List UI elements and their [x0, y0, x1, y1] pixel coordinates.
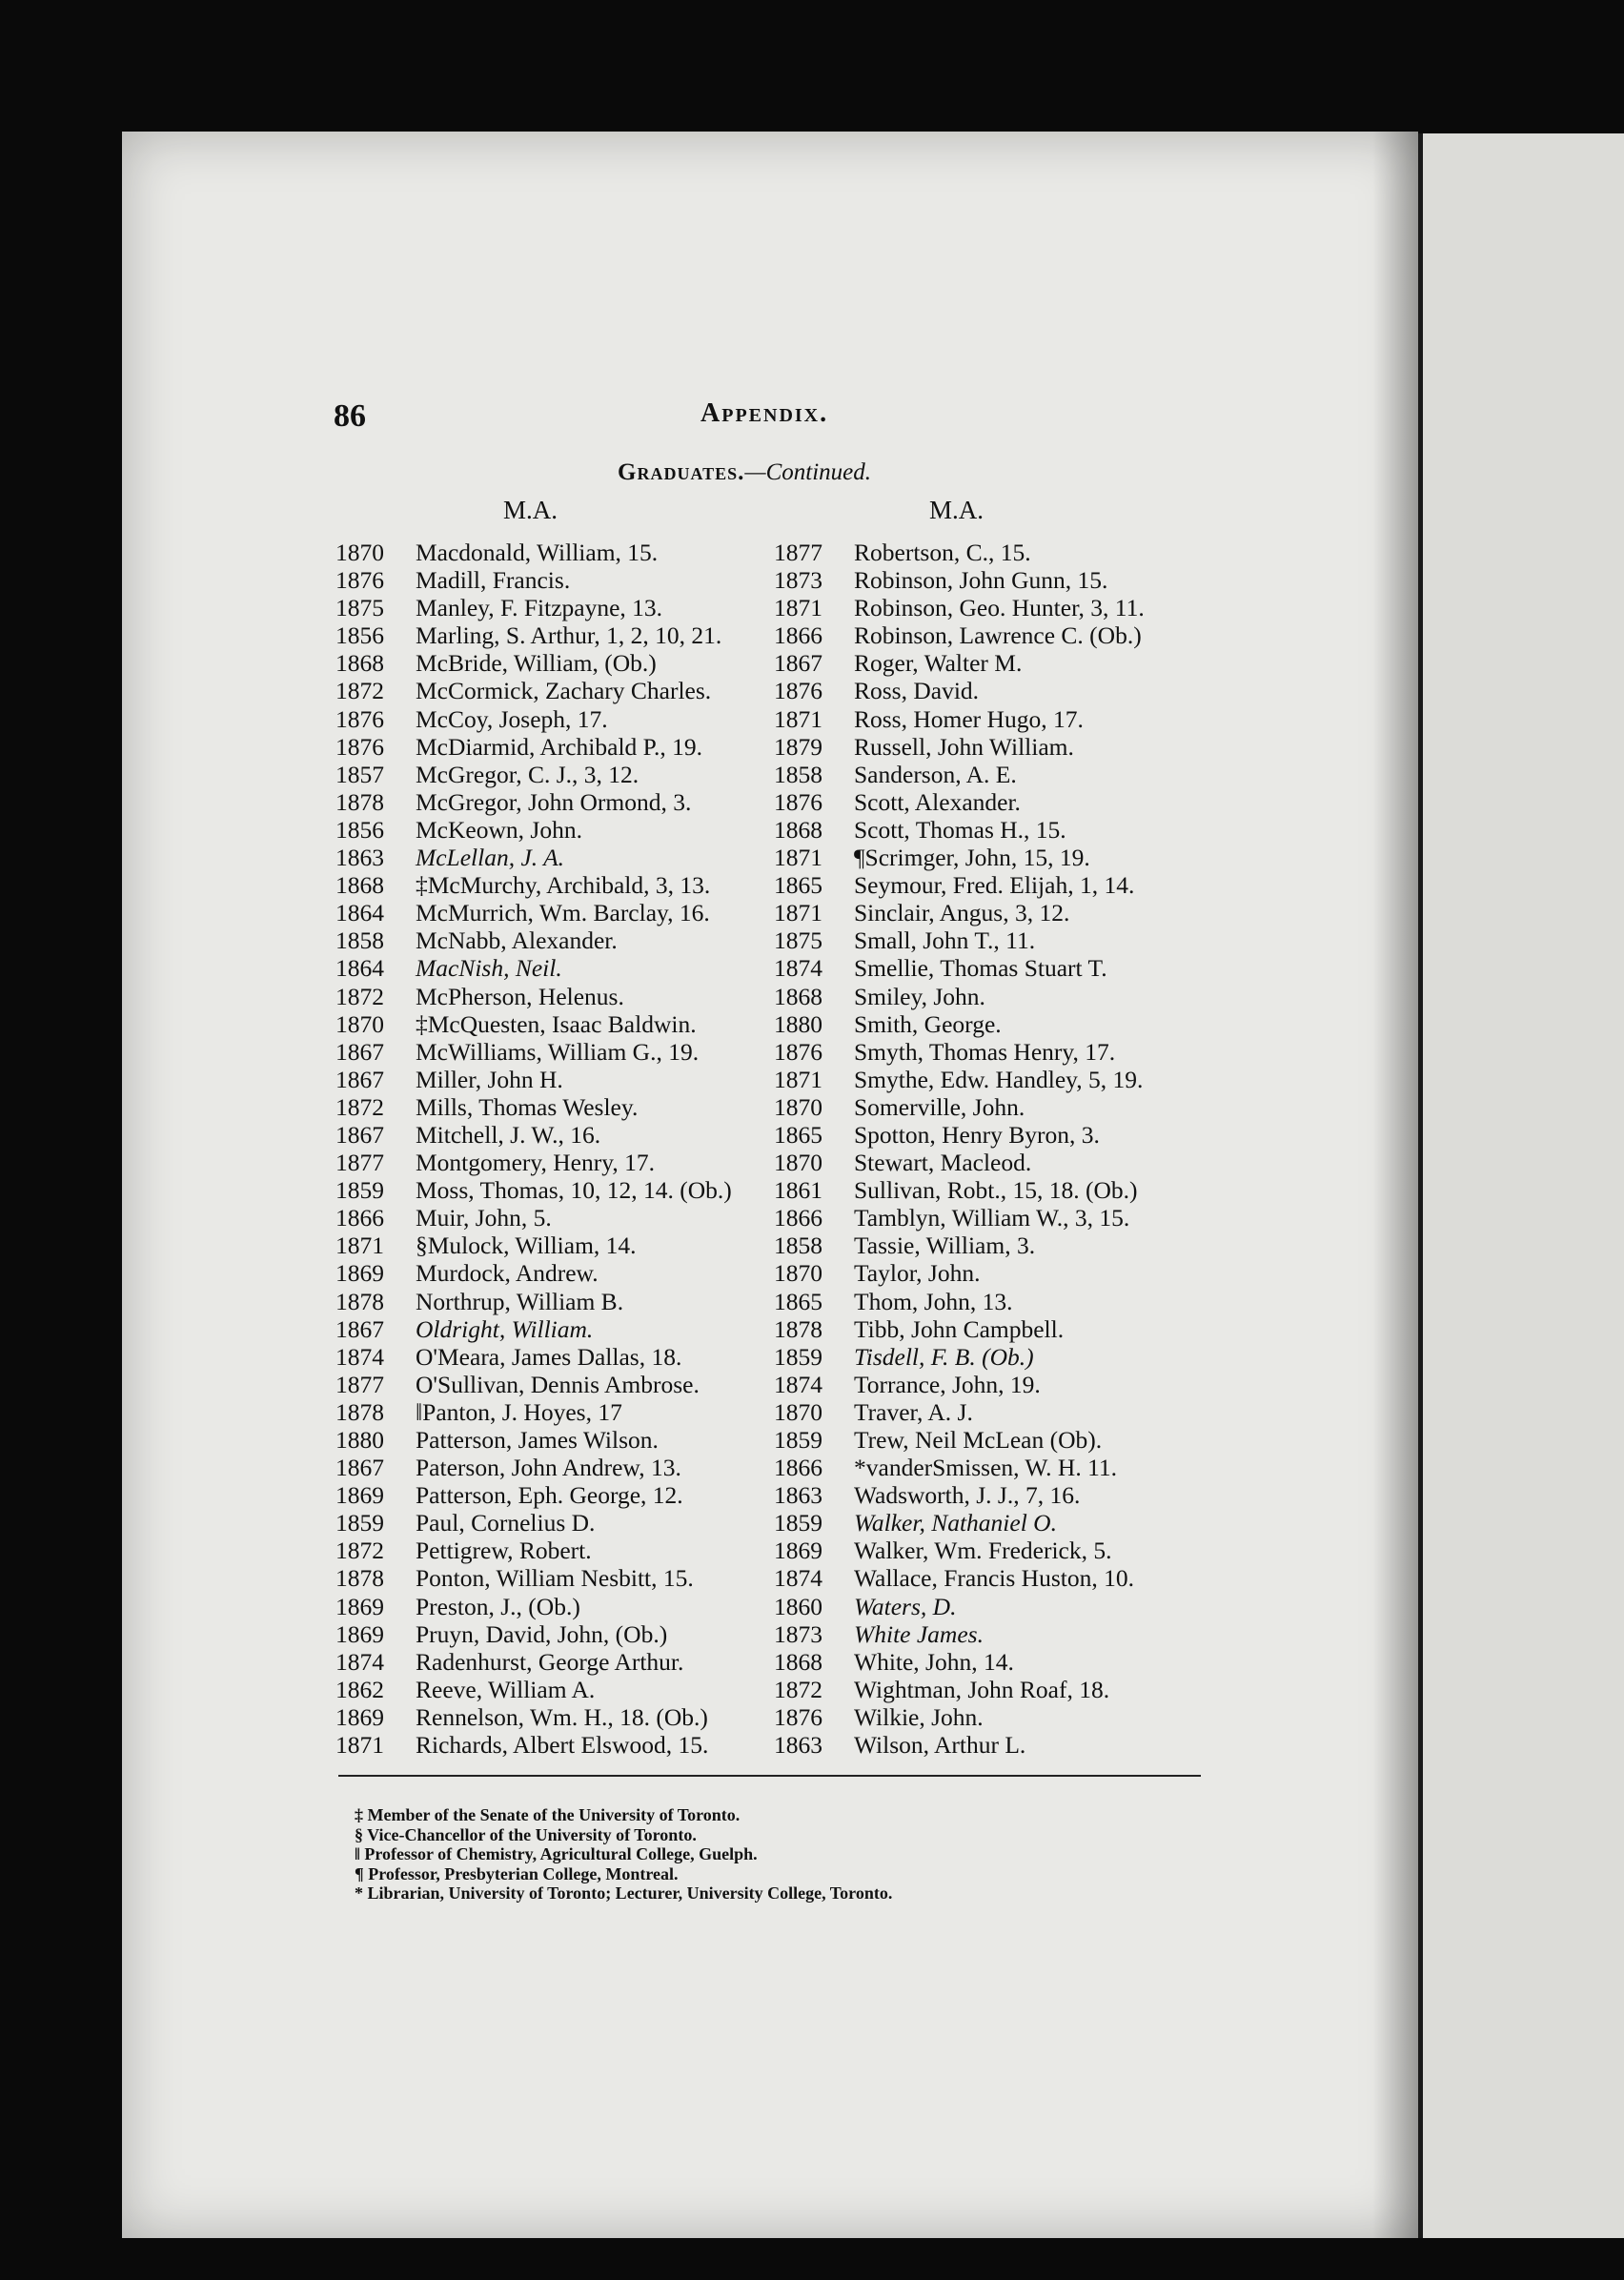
graduate-year: 1866 — [774, 1204, 822, 1232]
graduate-year: 1877 — [774, 539, 822, 566]
graduate-name: Oldright, William. — [416, 1314, 594, 1343]
graduate-entry — [335, 1066, 774, 1093]
graduate-entry — [335, 1232, 774, 1259]
graduate-name: Ross, Homer Hugo, 17. — [854, 704, 1084, 733]
graduate-name: Manley, F. Fitzpayne, 13. — [416, 594, 663, 622]
graduate-year: 1877 — [335, 1370, 384, 1398]
graduate-name: Tisdell, F. B. (Ob.) — [854, 1342, 1034, 1371]
graduate-name: McBride, William, (Ob.) — [416, 649, 657, 678]
graduate-year: 1878 — [335, 1287, 384, 1315]
right-column-heading: M.A. — [929, 496, 985, 524]
graduate-name: Smythe, Edw. Handley, 5, 19. — [854, 1065, 1144, 1093]
graduate-name: Scott, Alexander. — [854, 787, 1021, 816]
graduate-year: 1856 — [335, 621, 384, 650]
graduate-entry — [774, 1454, 1222, 1481]
graduate-year: 1874 — [335, 1647, 384, 1676]
graduate-year: 1856 — [335, 815, 384, 844]
graduate-entry — [774, 1620, 1222, 1648]
graduate-entry — [335, 1121, 774, 1149]
graduate-name: Taylor, John. — [854, 1259, 981, 1288]
graduate-entry — [774, 594, 1222, 621]
graduate-name: Marling, S. Arthur, 1, 2, 10, 21. — [416, 621, 722, 650]
graduate-entry — [774, 1093, 1222, 1121]
graduate-year: 1858 — [335, 926, 384, 955]
graduate-entry — [335, 1204, 774, 1232]
running-head: Appendix. — [700, 398, 829, 428]
graduate-entry — [335, 1564, 774, 1592]
graduate-name: Macdonald, William, 15. — [416, 539, 659, 566]
graduate-entry — [774, 566, 1222, 594]
graduate-entry — [335, 566, 774, 594]
graduate-name: MacNish, Neil. — [416, 954, 562, 983]
graduate-entry — [335, 1343, 774, 1371]
graduate-year: 1878 — [774, 1314, 822, 1343]
graduate-name: ¶Scrimger, John, 15, 19. — [854, 844, 1090, 872]
graduate-year: 1875 — [335, 594, 384, 622]
graduate-name: Radenhurst, George Arthur. — [416, 1647, 684, 1676]
graduate-entry — [335, 705, 774, 733]
graduate-entry — [335, 926, 774, 954]
graduate-name: Smyth, Thomas Henry, 17. — [854, 1037, 1116, 1066]
graduate-year: 1876 — [335, 566, 384, 595]
graduate-name: Paterson, John Andrew, 13. — [416, 1454, 681, 1482]
section-heading-continued: —Continued. — [744, 459, 872, 485]
graduate-entry — [774, 1564, 1222, 1592]
graduate-entry — [774, 1259, 1222, 1287]
graduate-name: Miller, John H. — [416, 1065, 563, 1093]
graduate-entry — [774, 1648, 1222, 1676]
graduate-name: *vanderSmissen, W. H. 11. — [854, 1454, 1118, 1482]
graduate-year: 1872 — [335, 1537, 384, 1565]
footnote: ‡ Member of the Senate of the University of Toronto. — [355, 1805, 741, 1824]
graduate-name: Waters, D. — [854, 1592, 957, 1620]
footnote: ¶ Professor, Presbyterian College, Montreal. — [355, 1863, 679, 1883]
graduate-name: Patterson, James Wilson. — [416, 1426, 659, 1454]
graduate-year: 1866 — [774, 1454, 822, 1482]
section-heading — [618, 459, 871, 486]
graduate-year: 1880 — [774, 1009, 822, 1038]
graduate-entry — [335, 1010, 774, 1038]
graduate-entry — [335, 816, 774, 844]
graduate-year: 1872 — [335, 1092, 384, 1121]
graduate-entry — [774, 1038, 1222, 1066]
graduate-name: Wallace, Francis Huston, 10. — [854, 1564, 1134, 1593]
graduate-entry — [774, 1731, 1222, 1759]
graduate-entry — [774, 621, 1222, 649]
left-graduate-list — [335, 539, 774, 1759]
graduate-name: Smith, George. — [854, 1009, 1002, 1038]
graduate-entry — [774, 1149, 1222, 1176]
graduate-name: Montgomery, Henry, 17. — [416, 1149, 655, 1177]
graduate-year: 1858 — [774, 760, 822, 788]
graduate-name: McGregor, C. J., 3, 12. — [416, 760, 639, 788]
graduate-entry — [774, 733, 1222, 761]
graduate-year: 1862 — [335, 1675, 384, 1703]
footnote: * Librarian, University of Toronto; Lecturer, University College, Toronto. — [355, 1883, 893, 1903]
graduate-entry — [335, 1371, 774, 1398]
graduate-year: 1864 — [335, 954, 384, 983]
graduate-year: 1878 — [335, 1397, 384, 1426]
graduate-entry — [335, 649, 774, 677]
graduate-year: 1876 — [774, 677, 822, 705]
graduate-name: Mitchell, J. W., 16. — [416, 1120, 601, 1149]
footnotes — [355, 1805, 892, 1903]
graduate-entry — [774, 1676, 1222, 1703]
graduate-name: Madill, Francis. — [416, 566, 571, 595]
graduate-entry — [335, 1703, 774, 1731]
graduate-entry — [774, 954, 1222, 982]
graduate-year: 1873 — [774, 1619, 822, 1648]
graduate-year: 1876 — [774, 1037, 822, 1066]
graduate-name: Traver, A. J. — [854, 1397, 973, 1426]
graduate-name: Roger, Walter M. — [854, 649, 1023, 678]
graduate-entry — [335, 1593, 774, 1620]
graduate-entry — [774, 899, 1222, 926]
graduate-year: 1867 — [335, 1037, 384, 1066]
graduate-entry — [335, 677, 774, 704]
graduate-year: 1876 — [774, 787, 822, 816]
graduate-name: Ponton, William Nesbitt, 15. — [416, 1564, 694, 1593]
graduate-name: White James. — [854, 1619, 984, 1648]
graduate-name: McDiarmid, Archibald P., 19. — [416, 732, 703, 761]
graduate-year: 1859 — [774, 1342, 822, 1371]
graduate-name: McPherson, Helenus. — [416, 982, 624, 1010]
graduate-entry — [774, 871, 1222, 899]
graduate-entry — [774, 1343, 1222, 1371]
left-column-heading: M.A. — [503, 496, 558, 524]
graduate-name: Sanderson, A. E. — [854, 760, 1017, 788]
graduate-entry — [335, 1676, 774, 1703]
graduate-entry — [335, 1537, 774, 1564]
graduate-entry — [774, 1509, 1222, 1537]
footnote: ‖ Professor of Chemistry, Agricultural College, Guelph. — [355, 1844, 758, 1863]
graduate-entry — [335, 1315, 774, 1343]
graduate-name: ‡McMurchy, Archibald, 3, 13. — [416, 871, 711, 900]
graduate-year: 1863 — [335, 844, 384, 872]
graduate-name: Scott, Thomas H., 15. — [854, 815, 1066, 844]
graduate-entry — [335, 1454, 774, 1481]
graduate-year: 1877 — [335, 1149, 384, 1177]
graduate-name: Ross, David. — [854, 677, 980, 705]
graduate-year: 1878 — [335, 1564, 384, 1593]
graduate-entry — [335, 1509, 774, 1537]
graduate-year: 1872 — [335, 982, 384, 1010]
graduate-year: 1864 — [335, 899, 384, 927]
graduate-year: 1872 — [774, 1675, 822, 1703]
graduate-year: 1867 — [335, 1120, 384, 1149]
graduate-name: McWilliams, William G., 19. — [416, 1037, 700, 1066]
graduate-entry — [335, 788, 774, 816]
graduate-name: Paul, Cornelius D. — [416, 1509, 596, 1537]
graduate-entry — [774, 1232, 1222, 1259]
graduate-year: 1869 — [335, 1481, 384, 1510]
graduate-name: Tamblyn, William W., 3, 15. — [854, 1204, 1130, 1232]
graduate-year: 1867 — [335, 1065, 384, 1093]
page-number: 86 — [334, 398, 366, 434]
graduate-name: Sinclair, Angus, 3, 12. — [854, 899, 1070, 927]
graduate-name: McCormick, Zachary Charles. — [416, 677, 712, 705]
graduate-year: 1859 — [335, 1176, 384, 1205]
graduate-name: Tassie, William, 3. — [854, 1232, 1036, 1260]
graduate-entry — [335, 983, 774, 1010]
graduate-entry — [335, 1398, 774, 1426]
graduate-year: 1870 — [335, 539, 384, 566]
right-graduate-list — [774, 539, 1222, 1759]
graduate-year: 1870 — [774, 1149, 822, 1177]
graduate-name: Wadsworth, J. J., 7, 16. — [854, 1481, 1081, 1510]
graduate-year: 1871 — [774, 844, 822, 872]
graduate-year: 1859 — [774, 1426, 822, 1454]
graduate-year: 1869 — [774, 1537, 822, 1565]
graduate-entry — [335, 844, 774, 871]
graduate-name: Thom, John, 13. — [854, 1287, 1013, 1315]
graduate-name: Russell, John William. — [854, 732, 1074, 761]
graduate-name: Reeve, William A. — [416, 1675, 596, 1703]
graduate-year: 1868 — [774, 815, 822, 844]
graduate-name: Robertson, C., 15. — [854, 539, 1031, 566]
graduate-entry — [774, 1315, 1222, 1343]
graduate-year: 1874 — [335, 1342, 384, 1371]
graduate-name: Walker, Wm. Frederick, 5. — [854, 1537, 1112, 1565]
graduate-year: 1874 — [774, 954, 822, 983]
graduate-name: Stewart, Macleod. — [854, 1149, 1032, 1177]
graduate-year: 1871 — [335, 1731, 384, 1760]
graduate-year: 1860 — [774, 1592, 822, 1620]
graduate-name: Pettigrew, Robert. — [416, 1537, 592, 1565]
graduate-entry — [335, 1426, 774, 1454]
graduate-year: 1863 — [774, 1481, 822, 1510]
graduate-name: Spotton, Henry Byron, 3. — [854, 1120, 1100, 1149]
graduate-entry — [335, 1731, 774, 1759]
graduate-name: Tibb, John Campbell. — [854, 1314, 1065, 1343]
graduate-name: Pruyn, David, John, (Ob.) — [416, 1619, 668, 1648]
graduate-year: 1868 — [335, 649, 384, 678]
graduate-year: 1868 — [774, 982, 822, 1010]
graduate-entry — [335, 1176, 774, 1204]
graduate-name: Preston, J., (Ob.) — [416, 1592, 580, 1620]
graduate-year: 1875 — [774, 926, 822, 955]
graduate-year: 1871 — [774, 594, 822, 622]
graduate-year: 1867 — [335, 1454, 384, 1482]
graduate-entry — [774, 761, 1222, 788]
graduate-name: Torrance, John, 19. — [854, 1370, 1041, 1398]
graduate-year: 1857 — [335, 760, 384, 788]
graduate-entry — [335, 1093, 774, 1121]
graduate-year: 1865 — [774, 1287, 822, 1315]
graduate-year: 1874 — [774, 1564, 822, 1593]
graduate-year: 1865 — [774, 871, 822, 900]
graduate-entry — [774, 983, 1222, 1010]
graduate-entry — [335, 761, 774, 788]
graduate-name: Smiley, John. — [854, 982, 985, 1010]
graduate-entry — [774, 844, 1222, 871]
graduate-entry — [335, 539, 774, 566]
graduate-entry — [774, 1426, 1222, 1454]
graduate-year: 1868 — [774, 1647, 822, 1676]
graduate-year: 1873 — [774, 566, 822, 595]
graduate-entry — [774, 1371, 1222, 1398]
graduate-entry — [774, 677, 1222, 704]
graduate-entry — [774, 1537, 1222, 1564]
graduate-entry — [335, 1620, 774, 1648]
graduate-name: Seymour, Fred. Elijah, 1, 14. — [854, 871, 1135, 900]
graduate-name: Mills, Thomas Wesley. — [416, 1092, 639, 1121]
graduate-year: 1869 — [335, 1619, 384, 1648]
graduate-year: 1871 — [774, 899, 822, 927]
graduate-entry — [335, 954, 774, 982]
graduate-year: 1866 — [774, 621, 822, 650]
graduate-name: Patterson, Eph. George, 12. — [416, 1481, 683, 1510]
graduate-name: Murdock, Andrew. — [416, 1259, 599, 1288]
graduate-name: Wilkie, John. — [854, 1702, 984, 1731]
footnote-rule — [338, 1775, 1201, 1777]
graduate-year: 1876 — [335, 704, 384, 733]
graduate-entry — [774, 1121, 1222, 1149]
graduate-name: McNabb, Alexander. — [416, 926, 618, 955]
graduate-entry — [335, 1259, 774, 1287]
graduate-entry — [335, 594, 774, 621]
graduate-year: 1871 — [774, 1065, 822, 1093]
graduate-name: Small, John T., 11. — [854, 926, 1036, 955]
graduate-name: Sullivan, Robt., 15, 18. (Ob.) — [854, 1176, 1138, 1205]
graduate-name: ‖Panton, J. Hoyes, 17 — [416, 1397, 622, 1426]
graduate-year: 1874 — [774, 1370, 822, 1398]
graduate-entry — [335, 871, 774, 899]
graduate-entry — [335, 1288, 774, 1315]
graduate-name: Rennelson, Wm. H., 18. (Ob.) — [416, 1702, 708, 1731]
graduate-name: Smellie, Thomas Stuart T. — [854, 954, 1107, 983]
graduate-entry — [335, 733, 774, 761]
graduate-entry — [774, 539, 1222, 566]
graduate-name: Moss, Thomas, 10, 12, 14. (Ob.) — [416, 1176, 732, 1205]
graduate-entry — [774, 1176, 1222, 1204]
graduate-name: Somerville, John. — [854, 1092, 1025, 1121]
graduate-entry — [774, 1481, 1222, 1509]
graduate-name: Robinson, Geo. Hunter, 3, 11. — [854, 594, 1145, 622]
graduate-name: Northrup, William B. — [416, 1287, 624, 1315]
graduate-year: 1858 — [774, 1232, 822, 1260]
graduate-year: 1867 — [774, 649, 822, 678]
graduate-year: 1870 — [774, 1397, 822, 1426]
graduate-name: Robinson, John Gunn, 15. — [854, 566, 1108, 595]
graduate-name: Richards, Albert Elswood, 15. — [416, 1731, 709, 1760]
graduate-year: 1871 — [335, 1232, 384, 1260]
graduate-year: 1871 — [774, 704, 822, 733]
graduate-year: 1865 — [774, 1120, 822, 1149]
graduate-entry — [774, 788, 1222, 816]
graduate-year: 1859 — [335, 1509, 384, 1537]
graduate-entry — [774, 926, 1222, 954]
graduate-year: 1866 — [335, 1204, 384, 1232]
graduate-entry — [774, 649, 1222, 677]
graduate-year: 1879 — [774, 732, 822, 761]
graduate-year: 1880 — [335, 1426, 384, 1454]
graduate-entry — [774, 1010, 1222, 1038]
graduate-entry — [335, 621, 774, 649]
graduate-year: 1869 — [335, 1702, 384, 1731]
graduate-year: 1878 — [335, 787, 384, 816]
graduate-name: McCoy, Joseph, 17. — [416, 704, 608, 733]
graduate-entry — [774, 705, 1222, 733]
graduate-name: §Mulock, William, 14. — [416, 1232, 637, 1260]
graduate-entry — [335, 1149, 774, 1176]
graduate-name: McLellan, J. A. — [416, 844, 565, 872]
graduate-year: 1868 — [335, 871, 384, 900]
graduate-name: McKeown, John. — [416, 815, 582, 844]
graduate-year: 1867 — [335, 1314, 384, 1343]
graduate-year: 1870 — [774, 1092, 822, 1121]
graduate-name: Muir, John, 5. — [416, 1204, 552, 1232]
graduate-entry — [335, 1648, 774, 1676]
graduate-entry — [335, 899, 774, 926]
graduate-name: Robinson, Lawrence C. (Ob.) — [854, 621, 1142, 650]
graduate-name: McMurrich, Wm. Barclay, 16. — [416, 899, 710, 927]
graduate-entry — [774, 816, 1222, 844]
graduate-year: 1870 — [335, 1009, 384, 1038]
graduate-name: Walker, Nathaniel O. — [854, 1509, 1057, 1537]
footnote: § Vice-Chancellor of the University of Toronto. — [355, 1824, 697, 1844]
graduate-entry — [774, 1398, 1222, 1426]
graduate-year: 1863 — [774, 1731, 822, 1760]
graduate-entry — [774, 1204, 1222, 1232]
graduate-entry — [774, 1288, 1222, 1315]
graduate-name: ‡McQuesten, Isaac Baldwin. — [416, 1009, 697, 1038]
graduate-year: 1870 — [774, 1259, 822, 1288]
graduate-year: 1872 — [335, 677, 384, 705]
graduate-year: 1876 — [335, 732, 384, 761]
section-heading-label: Graduates. — [618, 459, 745, 485]
graduate-name: Wightman, John Roaf, 18. — [854, 1675, 1110, 1703]
graduate-entry — [335, 1481, 774, 1509]
graduate-entry — [774, 1703, 1222, 1731]
graduate-year: 1869 — [335, 1259, 384, 1288]
facing-page — [1418, 133, 1624, 2238]
graduate-name: Wilson, Arthur L. — [854, 1731, 1026, 1760]
graduate-name: O'Sullivan, Dennis Ambrose. — [416, 1370, 700, 1398]
graduate-year: 1861 — [774, 1176, 822, 1205]
graduate-year: 1859 — [774, 1509, 822, 1537]
graduate-entry — [774, 1593, 1222, 1620]
graduate-name: O'Meara, James Dallas, 18. — [416, 1342, 682, 1371]
graduate-year: 1869 — [335, 1592, 384, 1620]
graduate-entry — [335, 1038, 774, 1066]
graduate-name: Trew, Neil McLean (Ob). — [854, 1426, 1103, 1454]
graduate-entry — [774, 1066, 1222, 1093]
graduate-name: White, John, 14. — [854, 1647, 1014, 1676]
graduate-year: 1876 — [774, 1702, 822, 1731]
graduate-name: McGregor, John Ormond, 3. — [416, 787, 692, 816]
page-fold-shadow — [1372, 132, 1418, 2238]
